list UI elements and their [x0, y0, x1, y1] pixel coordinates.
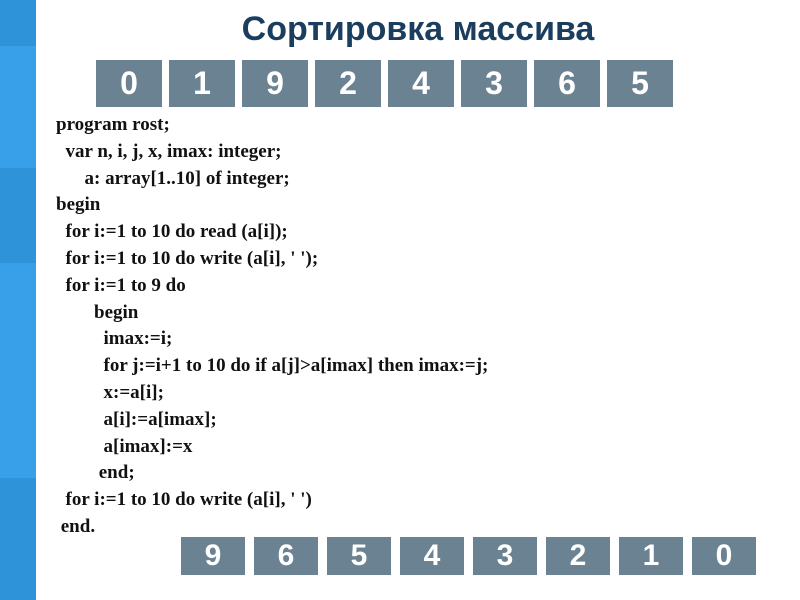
array-cell: 1	[619, 537, 683, 575]
code-line: for i:=1 to 10 do write (a[i], ' ');	[56, 247, 319, 269]
code-line: x:=a[i];	[56, 381, 164, 403]
array-cell: 2	[546, 537, 610, 575]
array-cell: 5	[607, 60, 673, 107]
accent-stripe	[0, 168, 36, 263]
array-cell: 4	[400, 537, 464, 575]
code-line: a: array[1..10] of integer;	[56, 167, 290, 189]
array-before	[96, 60, 680, 107]
code-line: begin	[56, 301, 139, 323]
code-line: end;	[56, 462, 135, 484]
code-line: program rost;	[56, 114, 170, 135]
code-line: a[imax]:=x	[56, 435, 193, 457]
code-line: imax:=i;	[56, 328, 173, 350]
code-line: for i:=1 to 10 do write (a[i], ' ')	[56, 489, 312, 511]
array-cell: 9	[181, 537, 245, 575]
array-cell: 4	[388, 60, 454, 107]
array-after	[181, 537, 765, 575]
array-cell: 9	[242, 60, 308, 107]
slide-title: Сортировка массива	[241, 10, 595, 48]
left-accent-bar	[0, 0, 36, 600]
code-line: for i:=1 to 9 do	[56, 274, 186, 296]
code-line: var n, i, j, x, imax: integer;	[56, 140, 282, 162]
array-cell: 6	[534, 60, 600, 107]
array-cell: 2	[315, 60, 381, 107]
array-cell: 0	[692, 537, 756, 575]
array-cell: 6	[254, 537, 318, 575]
array-cell: 1	[169, 60, 235, 107]
code-line: a[i]:=a[imax];	[56, 408, 217, 430]
code-line: begin	[56, 194, 101, 216]
array-cell: 5	[327, 537, 391, 575]
code-line: end.	[56, 515, 96, 537]
pascal-code-block	[56, 112, 488, 541]
code-line: for i:=1 to 10 do read (a[i]);	[56, 221, 288, 243]
accent-stripe	[0, 478, 36, 600]
array-cell: 0	[96, 60, 162, 107]
accent-stripe	[0, 0, 36, 46]
array-cell: 3	[473, 537, 537, 575]
array-cell: 3	[461, 60, 527, 107]
code-line: for j:=i+1 to 10 do if a[j]>a[imax] then imax:=j;	[56, 355, 489, 377]
